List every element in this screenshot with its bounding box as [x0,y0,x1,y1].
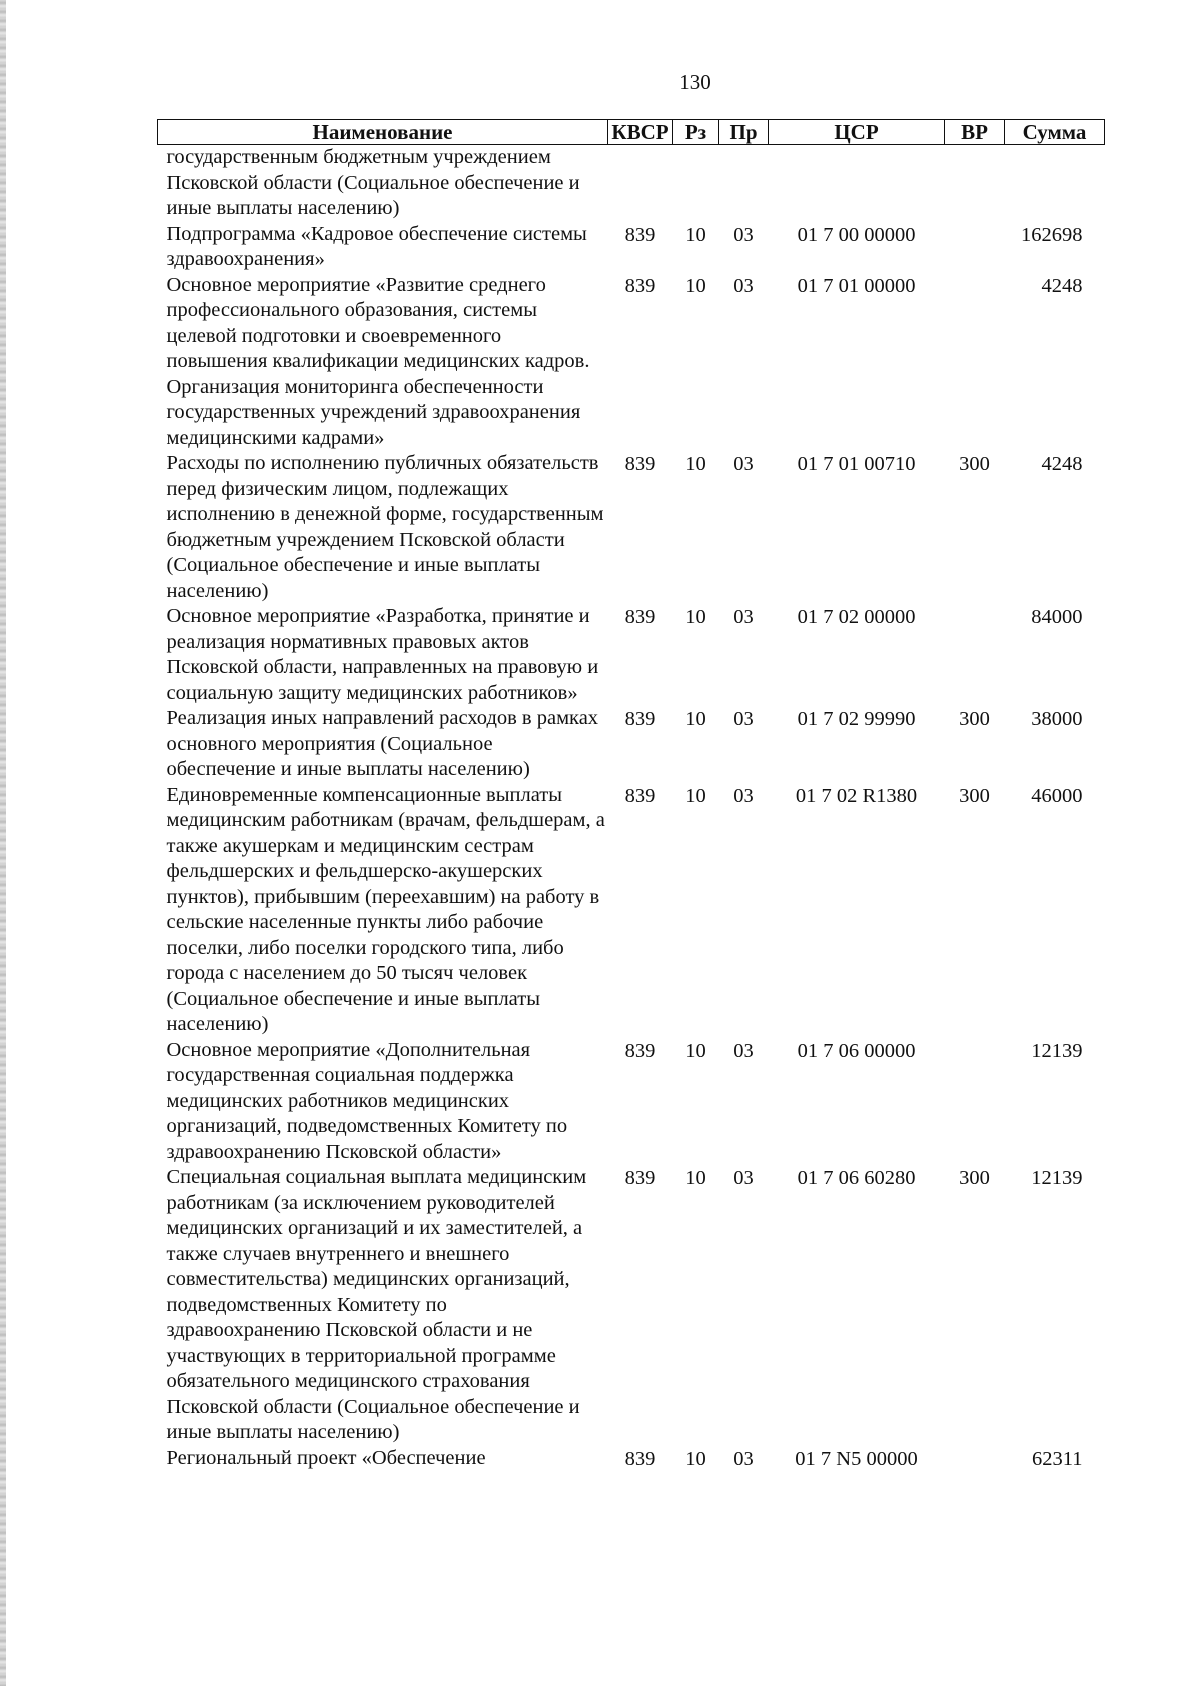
cell-pr [719,145,769,222]
cell-sum: 46000 [1031,784,1083,807]
table-row [158,783,1105,1038]
cell-sum: 84000 [1031,606,1083,628]
cell-rz: 10 [685,606,706,628]
cell-vr: 300 [959,784,990,807]
header-name: Наименование [158,120,608,145]
cell-name: Региональный проект «Обеспечение [166,1446,486,1469]
cell-kvsr: 839 [624,708,656,730]
cell-vr: 300 [959,453,990,475]
cell-sum: 12139 [1031,1039,1083,1062]
table-row [158,1165,1105,1446]
cell-csr: 01 7 06 00000 [797,1039,916,1062]
header-sum: Сумма [1005,120,1105,145]
cell-sum: 162698 [1021,223,1083,246]
cell-vr [945,273,1005,452]
header-csr: ЦСР [769,120,945,145]
page-number: 130 [679,70,711,94]
cell-vr [945,145,1005,222]
cell-pr: 03 [733,1039,754,1062]
table-body [158,145,1105,1473]
cell-name: Специальная социальная выплата медицинским работникам (за исключением руководителей медицинских организаций и их заместителей, а также случаев внутреннего и внешнего совместительства) медицинских организаций, подведомственных Комитету по здравоохранению Псковской области и не участвующих в территориальной программе обязательного медицинского страхования Псковской области (Социальное обеспечение и иные выплаты населению) [166,1166,587,1443]
cell-vr: 300 [959,1167,990,1189]
header-kvsr: КВСР [608,120,673,145]
table-row [158,706,1105,783]
cell-csr: 01 7 01 00710 [797,453,916,475]
cell-pr: 03 [733,606,754,628]
cell-rz [673,145,719,222]
cell-name: Подпрограмма «Кадровое обеспечение системы здравоохранения» [166,222,587,270]
table-row [158,604,1105,706]
table-row [158,1446,1105,1473]
cell-csr: 01 7 N5 00000 [795,1447,918,1470]
cell-name: государственным бюджетным учреждением Псковской области (Социальное обеспечение и иные выплаты населению) [166,146,580,219]
cell-pr: 03 [733,1167,754,1189]
cell-csr [769,145,945,222]
table-row [158,451,1105,604]
cell-kvsr: 839 [624,1167,656,1189]
cell-rz: 10 [685,1167,706,1189]
table-row [158,145,1105,222]
cell-sum [1005,145,1105,222]
cell-pr: 03 [733,223,754,246]
cell-name: Единовременные компенсационные выплаты медицинским работникам (врачам, фельдшерам, а также акушеркам и медицинским сестрам фельдшерских и фельдшерско-акушерских пунктов), прибывшим (переехавшим) на работу в сельские населенные пункты либо рабочие поселки, либо поселки городского типа, либо города с населением до 50 тысяч человек (Социальное обеспечение и иные выплаты населению) [166,783,605,1035]
cell-sum: 4248 [1041,274,1083,297]
cell-name: Основное мероприятие «Дополнительная государственная социальная поддержка медицинских работников медицинских организаций, подведомственных Комитету по здравоохранению Псковской области» [166,1038,568,1163]
cell-sum: 38000 [1031,708,1083,730]
cell-kvsr: 839 [624,453,656,475]
cell-name: Расходы по исполнению публичных обязательств перед физическим лицом, подлежащих исполнению в денежной форме, государственным бюджетным учреждением Псковской области (Социальное обеспечение и иные выплаты населению) [166,452,604,602]
cell-kvsr: 839 [624,274,656,297]
budget-table [157,119,1105,1472]
cell-rz: 10 [685,784,706,807]
cell-pr: 03 [733,1447,754,1470]
cell-rz: 10 [685,274,706,297]
cell-rz: 10 [685,453,706,475]
table-row [158,273,1105,452]
cell-kvsr: 839 [624,784,656,807]
cell-csr: 01 7 02 00000 [797,606,916,628]
cell-kvsr [608,145,673,222]
cell-csr: 01 7 02 R1380 [795,784,918,807]
cell-pr: 03 [733,784,754,807]
cell-vr [945,1038,1005,1166]
cell-sum: 62311 [1032,1447,1083,1470]
header-vr: ВР [945,120,1005,145]
header-row [158,120,1105,145]
cell-kvsr: 839 [624,606,656,628]
cell-pr: 03 [733,453,754,475]
cell-vr: 300 [959,708,990,730]
cell-csr: 01 7 06 60280 [797,1167,916,1189]
cell-csr: 01 7 00 00000 [797,223,916,246]
cell-name: Реализация иных направлений расходов в рамках основного мероприятия (Социальное обеспечение и иные выплаты населению) [166,707,599,780]
cell-name: Основное мероприятие «Разработка, принятие и реализация нормативных правовых актов Псковской области, направленных на правовую и социальную защиту медицинских работников» [166,605,599,704]
cell-vr [945,222,1005,273]
table-row [158,1038,1105,1166]
cell-vr [945,1446,1005,1473]
table-header [158,120,1105,145]
cell-vr [945,604,1005,706]
header-pr: Пр [719,120,769,145]
cell-rz: 10 [685,1447,706,1470]
cell-kvsr: 839 [624,1039,656,1062]
cell-csr: 01 7 01 00000 [797,274,916,297]
cell-csr: 01 7 02 99990 [797,708,916,730]
table-row [158,222,1105,273]
cell-rz: 10 [685,223,706,246]
scan-edge-artifact [0,0,6,1686]
cell-sum: 4248 [1041,453,1083,475]
cell-rz: 10 [685,1039,706,1062]
cell-pr: 03 [733,708,754,730]
cell-sum: 12139 [1031,1167,1083,1189]
cell-kvsr: 839 [624,1447,656,1470]
cell-kvsr: 839 [624,223,656,246]
cell-name: Основное мероприятие «Развитие среднего профессионального образования, системы целевой подготовки и своевременного повышения квалификации медицинских кадров. Организация мониторинга обеспеченности государственных учреждений здравоохранения медицинскими кадрами» [166,273,590,449]
header-rz: Рз [673,120,719,145]
cell-pr: 03 [733,274,754,297]
cell-rz: 10 [685,708,706,730]
